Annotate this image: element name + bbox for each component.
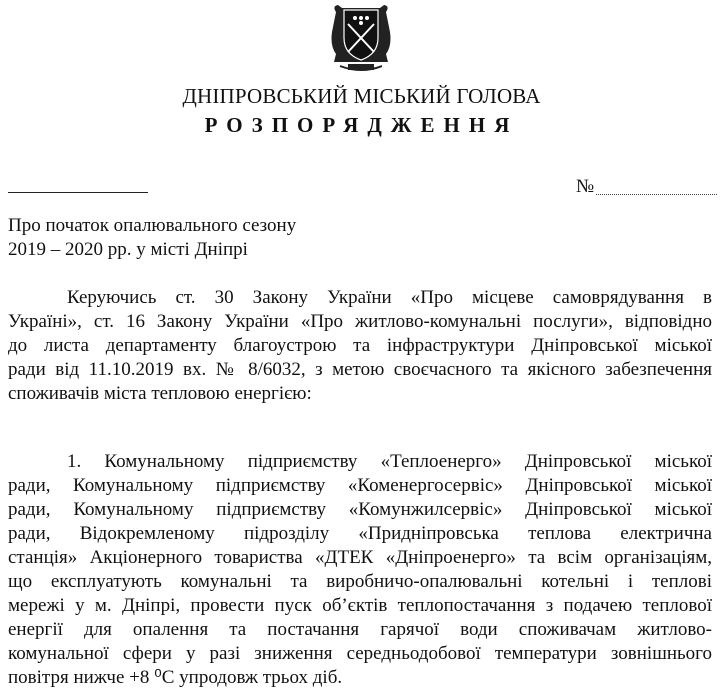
text-line: 1. Комунальному підприємству «Теплоенерго» Дніпровської міської (67, 451, 712, 472)
text-line: Україні», ст. 16 Закону України «Про житлово-комунальні послуги», відповідно (8, 311, 712, 332)
clause-1-paragraph (8, 450, 712, 690)
subject-line: 2019 – 2020 рр. у місті Дніпрі (8, 239, 248, 260)
text-line: Керуючись ст. 30 Закону України «Про місцеве самоврядування в (67, 287, 712, 308)
text-line: мережі у м. Дніпрі, провести пуск об’єктів теплопостачання з подачею теплової (8, 595, 712, 616)
preamble-paragraph (8, 286, 712, 406)
text-line: станція» Акціонерного товариства «ДТЕК «Дніпроенерго» та всім організаціям, (8, 547, 712, 568)
text-line: енергії для опалення та постачання гарячої води споживачам житлово- (8, 619, 712, 640)
subject-line: Про початок опалювального сезону (8, 215, 297, 236)
text-line: ради, Комунальному підприємству «Комунжилсервіс» Дніпровської міської (8, 499, 712, 520)
text-line: до листа департаменту благоустрою та інфраструктури Дніпровської міської (8, 335, 712, 356)
city-coat-of-arms (330, 2, 392, 74)
text-line: повітря нижче +8 ⁰С упродовж трьох діб. (8, 667, 343, 688)
document-subject (8, 214, 296, 262)
document-type: РОЗПОРЯДЖЕННЯ (204, 113, 519, 137)
date-blank-line (8, 192, 148, 193)
number-blank-line (596, 194, 717, 195)
text-line: комунальної сфери у разі зниження середньодобової температури зовнішнього (8, 643, 712, 664)
text-line: ради, Відокремленому підрозділу «Придніпровська теплова електрична (8, 523, 712, 544)
issuer-title: ДНІПРОВСЬКИЙ МІСЬКИЙ ГОЛОВА (182, 84, 541, 108)
number-sign: № (576, 176, 595, 197)
text-line: ради від 11.10.2019 вх. № 8/6032, з метою своєчасного та якісного забезпечення (8, 359, 712, 380)
text-line: що експлуатують комунальні та виробничо-опалювальні котельні і теплові (8, 571, 712, 592)
text-line: споживачів міста тепловою енергією: (8, 383, 312, 404)
text-line: ради, Комунальному підприємству «Коменергосервіс» Дніпровської міської (8, 475, 712, 496)
